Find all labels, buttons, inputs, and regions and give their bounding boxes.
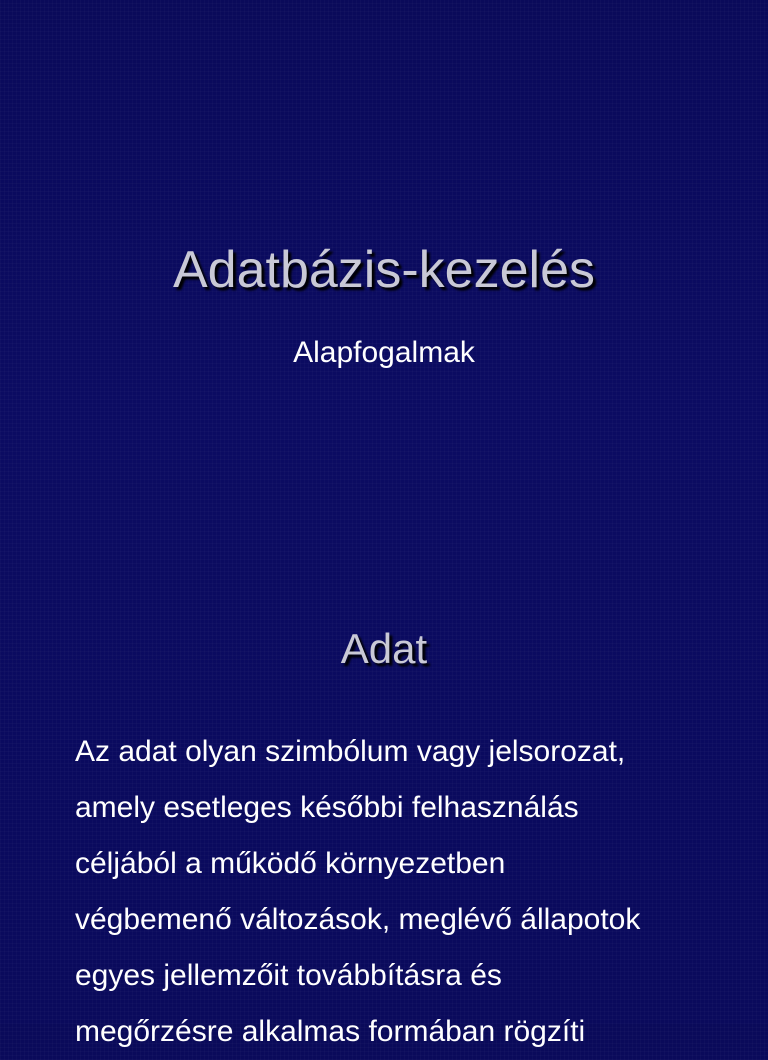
definition-line: egyes jellemzőit továbbításra és bbox=[75, 959, 502, 992]
definition-line: amely esetleges későbbi felhasználás bbox=[75, 791, 579, 824]
definition-line: céljából a működő környezetben bbox=[75, 847, 506, 880]
definition-line: Az adat olyan szimbólum vagy jelsorozat, bbox=[75, 735, 626, 768]
definition-line: végbemenő változások, meglévő állapotok bbox=[75, 903, 641, 936]
presentation-subtitle: Alapfogalmak bbox=[293, 336, 475, 369]
presentation-title: Adatbázis-kezelés bbox=[173, 241, 595, 299]
definition-text bbox=[75, 724, 745, 1060]
definition-line: megőrzésre alkalmas formában rögzíti bbox=[75, 1015, 586, 1048]
slide-heading: Adat bbox=[340, 625, 428, 672]
slide-adat bbox=[0, 576, 768, 1048]
